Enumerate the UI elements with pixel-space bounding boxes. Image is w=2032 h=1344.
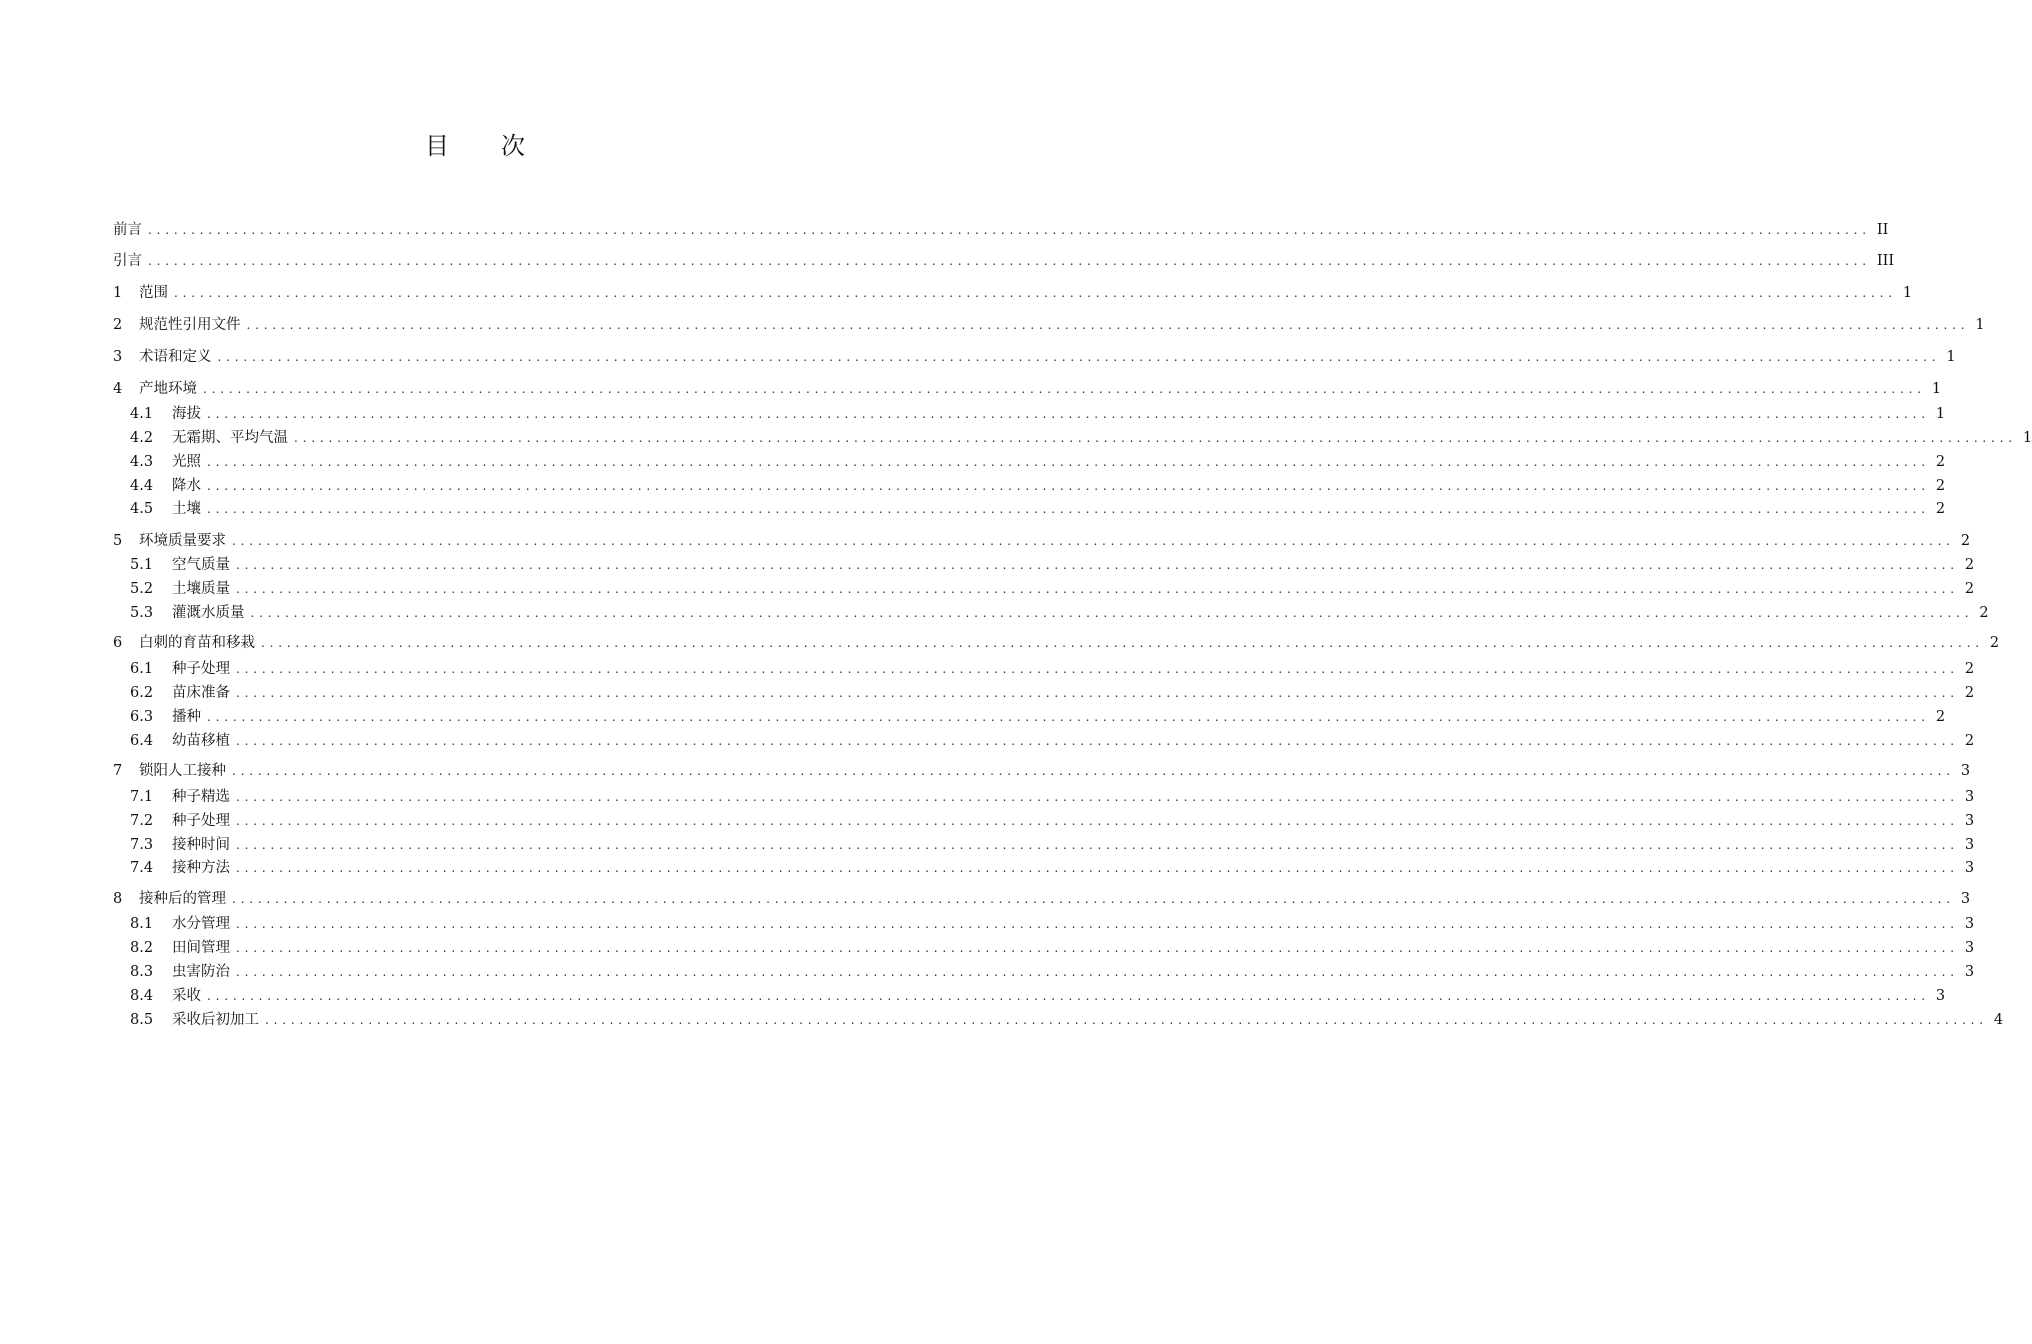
toc-entry-8-3[interactable] (130, 961, 1975, 983)
toc-entry-label: 幼苗移植 (172, 733, 230, 749)
toc-entry-number: 6.2 (130, 685, 154, 701)
toc-entry-label: 环境质量要求 (139, 533, 226, 549)
toc-entry-label: 水分管理 (172, 916, 230, 932)
toc-dot-leader: ........................................................................................................................................................................................................ (236, 965, 1959, 979)
toc-entry-page: II (1876, 222, 1889, 238)
toc-dot-leader: ........................................................................................................................................................................................................ (261, 636, 1984, 650)
toc-entry-page: 2 (1935, 709, 1946, 725)
toc-entry-page: 2 (1960, 533, 1971, 549)
toc-entry-page: 1 (2022, 430, 2032, 446)
toc-dot-leader: ........................................................................................................................................................................................................ (207, 710, 1930, 724)
toc-entry-number: 8.2 (130, 940, 154, 956)
toc-entry-label: 白刺的育苗和移栽 (139, 635, 255, 651)
toc-entry-number: 5.1 (130, 557, 154, 573)
toc-entry-label: 种子处理 (172, 661, 230, 677)
toc-entry-8-4[interactable] (130, 985, 1946, 1007)
toc-dot-leader: ........................................................................................................................................................................................................ (217, 350, 1941, 364)
toc-entry-number: 2 (113, 317, 123, 333)
toc-entry-number: 4.1 (130, 406, 154, 422)
toc-entry-introduction[interactable] (113, 250, 1895, 272)
toc-entry-page: 1 (1935, 406, 1946, 422)
toc-entry-number: 4.4 (130, 478, 154, 494)
toc-entry-7-4[interactable] (130, 857, 1975, 879)
page-title-char-2: 次 (501, 132, 525, 160)
toc-entry-page: 2 (1964, 733, 1975, 749)
toc-dot-leader: ........................................................................................................................................................................................................ (236, 558, 1959, 572)
toc-dot-leader: ........................................................................................................................................................................................................ (232, 764, 1955, 778)
toc-dot-leader: ........................................................................................................................................................................................................ (207, 407, 1930, 421)
toc-entry-label: 降水 (172, 478, 201, 494)
toc-entry-label: 采收 (172, 988, 201, 1004)
toc-entry-label: 术语和定义 (139, 349, 212, 365)
toc-entry-6-4[interactable] (130, 730, 1975, 752)
toc-entry-foreword[interactable] (113, 219, 1889, 241)
toc-dot-leader: ........................................................................................................................................................................................................ (174, 286, 1897, 300)
toc-dot-leader: ........................................................................................................................................................................................................ (207, 989, 1930, 1003)
toc-entry-page: 2 (1964, 661, 1975, 677)
toc-entry-label: 范围 (139, 285, 168, 301)
toc-entry-label: 空气质量 (172, 557, 230, 573)
toc-entry-number: 5.2 (130, 581, 154, 597)
toc-entry-8-5[interactable] (130, 1009, 2004, 1031)
toc-dot-leader: ........................................................................................................................................................................................................ (148, 254, 1871, 268)
toc-entry-label: 种子处理 (172, 813, 230, 829)
toc-entry-page: 3 (1935, 988, 1946, 1004)
toc-entry-number: 7 (113, 763, 123, 779)
toc-entry-label: 无霜期、平均气温 (172, 430, 288, 446)
toc-entry-page: 3 (1964, 916, 1975, 932)
toc-dot-leader: ........................................................................................................................................................................................................ (236, 814, 1959, 828)
toc-dot-leader: ........................................................................................................................................................................................................ (236, 917, 1959, 931)
toc-entry-4[interactable] (113, 378, 1942, 400)
toc-entry-label: 引言 (113, 253, 142, 269)
page-title-char-1: 目 (425, 132, 449, 160)
toc-entry-6-1[interactable] (130, 658, 1975, 680)
toc-entry-label: 种子精选 (172, 789, 230, 805)
toc-dot-leader: ........................................................................................................................................................................................................ (294, 431, 2017, 445)
toc-entry-label: 锁阳人工接种 (139, 763, 226, 779)
toc-dot-leader: ........................................................................................................................................................................................................ (232, 892, 1955, 906)
toc-entry-6[interactable] (113, 632, 2000, 654)
toc-entry-page: 4 (1993, 1012, 2004, 1028)
toc-entry-number: 1 (113, 285, 123, 301)
toc-entry-page: 3 (1964, 813, 1975, 829)
toc-entry-number: 6.3 (130, 709, 154, 725)
toc-entry-label: 苗床准备 (172, 685, 230, 701)
toc-entry-number: 8.5 (130, 1012, 154, 1028)
toc-entry-1[interactable] (113, 282, 1913, 304)
toc-entry-label: 海拔 (172, 406, 201, 422)
toc-entry-page: 3 (1964, 964, 1975, 980)
toc-entry-label: 产地环境 (139, 381, 197, 397)
toc-entry-label: 接种方法 (172, 860, 230, 876)
toc-entry-8[interactable] (113, 888, 1971, 910)
toc-entry-7-1[interactable] (130, 786, 1975, 808)
toc-entry-label: 前言 (113, 222, 142, 238)
toc-entry-page: 2 (1989, 635, 2000, 651)
toc-entry-page: 3 (1960, 763, 1971, 779)
toc-entry-page: 2 (1964, 557, 1975, 573)
toc-entry-6-2[interactable] (130, 682, 1975, 704)
toc-entry-page: 1 (1931, 381, 1942, 397)
toc-entry-5-2[interactable] (130, 578, 1975, 600)
toc-entry-page: 2 (1935, 454, 1946, 470)
toc-entry-4-3[interactable] (130, 451, 1946, 473)
toc-entry-number: 4 (113, 381, 123, 397)
toc-entry-label: 采收后初加工 (172, 1012, 259, 1028)
toc-entry-number: 8.4 (130, 988, 154, 1004)
toc-entry-2[interactable] (113, 314, 1985, 336)
toc-dot-leader: ........................................................................................................................................................................................................ (207, 479, 1930, 493)
toc-entry-number: 7.3 (130, 837, 154, 853)
toc-entry-4-5[interactable] (130, 498, 1946, 520)
toc-entry-label: 田间管理 (172, 940, 230, 956)
toc-entry-label: 土壤 (172, 501, 201, 517)
toc-entry-page: 3 (1964, 837, 1975, 853)
toc-entry-number: 6.1 (130, 661, 154, 677)
toc-entry-7[interactable] (113, 760, 1971, 782)
toc-entry-number: 8.3 (130, 964, 154, 980)
toc-dot-leader: ........................................................................................................................................................................................................ (207, 455, 1930, 469)
toc-dot-leader: ........................................................................................................................................................................................................ (236, 941, 1959, 955)
toc-dot-leader: ........................................................................................................................................................................................................ (203, 382, 1926, 396)
toc-entry-5-3[interactable] (130, 602, 1989, 624)
toc-entry-label: 规范性引用文件 (139, 317, 241, 333)
toc-entry-4-1[interactable] (130, 403, 1946, 425)
toc-entry-8-1[interactable] (130, 913, 1975, 935)
toc-entry-4-2[interactable] (130, 427, 2032, 449)
toc-entry-page: 3 (1960, 891, 1971, 907)
toc-entry-number: 6.4 (130, 733, 154, 749)
toc-dot-leader: ........................................................................................................................................................................................................ (148, 223, 1871, 237)
toc-dot-leader: ........................................................................................................................................................................................................ (236, 662, 1959, 676)
toc-entry-number: 7.4 (130, 860, 154, 876)
toc-entry-page: 2 (1979, 605, 1989, 621)
toc-entry-page: 1 (1946, 349, 1956, 365)
toc-entry-6-3[interactable] (130, 706, 1946, 728)
toc-entry-label: 土壤质量 (172, 581, 230, 597)
toc-entry-number: 7.2 (130, 813, 154, 829)
toc-entry-page: 2 (1964, 685, 1975, 701)
toc-entry-8-2[interactable] (130, 937, 1975, 959)
toc-dot-leader: ........................................................................................................................................................................................................ (232, 534, 1955, 548)
toc-entry-number: 7.1 (130, 789, 154, 805)
toc-entry-page: 2 (1964, 581, 1975, 597)
toc-entry-page: 1 (1902, 285, 1913, 301)
toc-entry-page: III (1876, 253, 1895, 269)
toc-entry-label: 灌溉水质量 (172, 605, 245, 621)
toc-dot-leader: ........................................................................................................................................................................................................ (236, 582, 1959, 596)
toc-entry-label: 虫害防治 (172, 964, 230, 980)
toc-entry-4-4[interactable] (130, 475, 1946, 497)
toc-entry-number: 4.3 (130, 454, 154, 470)
toc-entry-7-2[interactable] (130, 810, 1975, 832)
toc-entry-label: 接种后的管理 (139, 891, 226, 907)
toc-entry-label: 光照 (172, 454, 201, 470)
toc-entry-page: 1 (1975, 317, 1985, 333)
toc-entry-label: 接种时间 (172, 837, 230, 853)
toc-entry-number: 4.2 (130, 430, 154, 446)
toc-dot-leader: ........................................................................................................................................................................................................ (207, 502, 1930, 516)
toc-entry-number: 3 (113, 349, 123, 365)
toc-dot-leader: ........................................................................................................................................................................................................ (236, 861, 1959, 875)
toc-entry-page: 3 (1964, 860, 1975, 876)
toc-dot-leader: ........................................................................................................................................................................................................ (265, 1013, 1988, 1027)
toc-entry-number: 5 (113, 533, 123, 549)
toc-entry-page: 3 (1964, 789, 1975, 805)
toc-dot-leader: ........................................................................................................................................................................................................ (236, 838, 1959, 852)
toc-dot-leader: ........................................................................................................................................................................................................ (236, 790, 1959, 804)
toc-entry-3[interactable] (113, 346, 1956, 368)
toc-dot-leader: ........................................................................................................................................................................................................ (250, 606, 1974, 620)
toc-entry-number: 5.3 (130, 605, 154, 621)
toc-entry-page: 2 (1935, 501, 1946, 517)
toc-entry-number: 6 (113, 635, 123, 651)
toc-entry-number: 8.1 (130, 916, 154, 932)
toc-entry-page: 2 (1935, 478, 1946, 494)
toc-entry-page: 3 (1964, 940, 1975, 956)
toc-dot-leader: ........................................................................................................................................................................................................ (236, 734, 1959, 748)
toc-entry-5[interactable] (113, 530, 1971, 552)
toc-entry-number: 8 (113, 891, 123, 907)
toc-entry-number: 4.5 (130, 501, 154, 517)
toc-dot-leader: ........................................................................................................................................................................................................ (236, 686, 1959, 700)
toc-dot-leader: ........................................................................................................................................................................................................ (246, 318, 1970, 332)
toc-entry-7-3[interactable] (130, 834, 1975, 856)
toc-entry-5-1[interactable] (130, 554, 1975, 576)
toc-entry-label: 播种 (172, 709, 201, 725)
